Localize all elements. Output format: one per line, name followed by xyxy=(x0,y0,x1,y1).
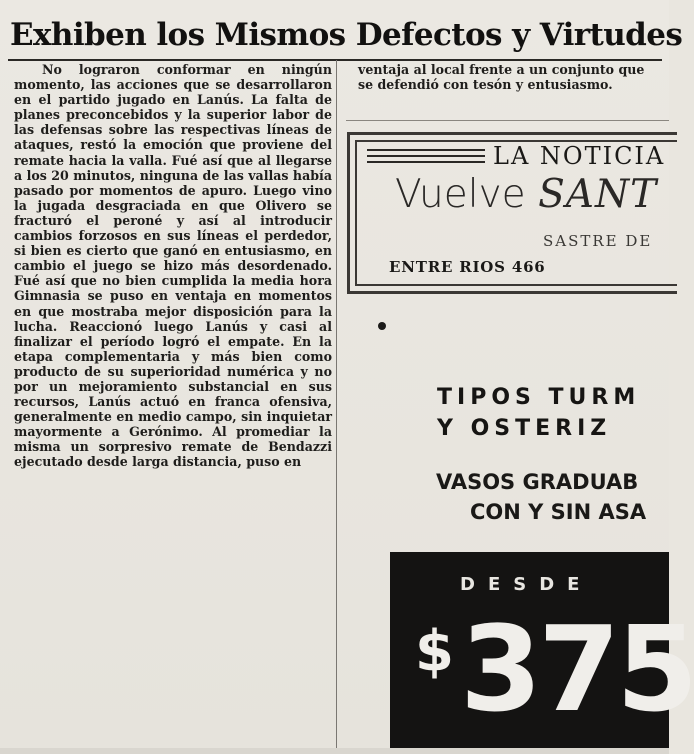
glasses-ad-line-3: VASOS GRADUAB xyxy=(436,470,639,494)
price-value xyxy=(415,600,694,738)
title-rule-top xyxy=(367,149,485,151)
article-right-column xyxy=(358,62,658,112)
article-paragraph: No lograron conformar en ningún momento, las acciones que se desarrollaron en el partido jugado en Lanús. La falta de planes preconcebidos y la superior labor de las defensas sobre las respectivas líneas de ataques, restó la emoción que proviene del remate hacia la valla. Fué así que al llegarse a los 20 minutos, ninguna de las vallas había pasado por momentos de apuro. Luego vino la jugada desgraciada en que Olivero se fracturó el peroné y así al introducir cambios forzosos en sus líneas el perdedor, si bien es cierto que ganó en entusiasmo, en cambio el juego se hizo más desordenado. Fué así que no bien cumplida la media hora Gimnasia se puso en ventaja en momentos en que mostraba mejor disposición para la lucha. Reaccionó luego Lanús y casi al finalizar el período logró el empate. En la etapa complementaria y más bien como producto de su superioridad numérica y no por un mejoramiento substancial en sus recursos, Lanús actuó en franca ofensiva, generalmente en medio campo, sin inquietar mayormente a Gerónimo. Al promediar la misma un sorpresivo remate de Bendazzi ejecutado desde larga distancia, puso en xyxy=(14,62,332,470)
article-left-column xyxy=(14,62,332,742)
article-headline: Exhiben los Mismos Defectos y Virtudes xyxy=(10,17,683,53)
tailor-ad-title: LA NOTICIA xyxy=(493,142,666,170)
title-rule-bottom xyxy=(367,161,485,163)
headline-rule xyxy=(8,59,662,61)
tailor-ad-subtitle: SASTRE DE xyxy=(543,232,653,250)
article-continuation: ventaja al local frente a un conjunto que se defendió con tesón y entusiasmo. xyxy=(358,62,645,93)
price-currency: $ xyxy=(415,619,454,684)
tailor-ad-inner-frame xyxy=(355,140,677,286)
price-amount: 375 xyxy=(459,600,694,738)
price-box xyxy=(390,552,694,754)
glasses-ad-line-4: CON Y SIN ASA xyxy=(470,500,647,524)
glasses-ad-line-1: TIPOS TURM xyxy=(437,385,641,410)
page-bottom-edge xyxy=(0,748,669,754)
tailor-ad-headline-plain: Vuelve xyxy=(395,172,526,217)
column-divider xyxy=(336,60,337,748)
tailor-advertisement xyxy=(347,132,677,294)
glasses-ad-line-2: Y OSTERIZ xyxy=(437,416,612,441)
bullet-dot xyxy=(378,322,386,330)
section-rule xyxy=(346,120,669,121)
title-rule-mid xyxy=(367,155,485,157)
price-label: DESDE xyxy=(460,574,593,595)
tailor-ad-headline-name: SANT xyxy=(538,172,658,217)
tailor-ad-headline xyxy=(395,172,657,217)
tailor-ad-address: ENTRE RIOS 466 xyxy=(389,258,546,276)
